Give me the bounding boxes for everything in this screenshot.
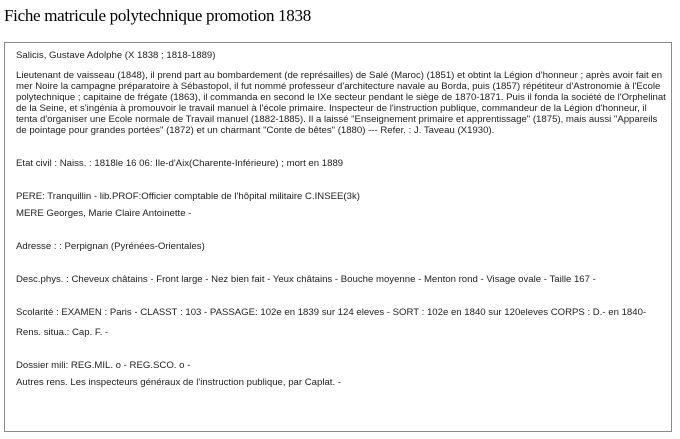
record-header: Salicis, Gustave Adolphe (X 1838 ; 1818-1889) <box>16 50 216 61</box>
autres-rens-line: Autres rens. Les inspecteurs généraux de l'instruction publique, par Caplat. - <box>16 377 342 388</box>
adresse-line: Adresse : : Perpignan (Pyrénées-Orientales) <box>16 241 205 252</box>
desc-phys-line: Desc.phys. : Cheveux châtains - Front large - Nez bien fait - Yeux châtains - Bouche moyenne - Menton rond - Visage ovale - Taille 167 - <box>16 274 596 285</box>
record-biography: Lieutenant de vaisseau (1848), il prend part au bombardement (de représailles) de Salé (Maroc) (1851) et obtint la Légion d'honneur ; après avoir fait en mer Noire la campagne préparatoire à Sébastopol, il fut nommé professeur d'architecture navale au Borda, puis (1857) répétiteur d'Astronomie à l'Ecole polytechnique ; capitaine de frégate (1863), il commanda en second le IXe secteur pendant le siège de 1870-1871. Puis il fonda la société de l'Orphelinat de la Seine, et s'ingénia à promouvoir le travail manuel à l'école primaire. Inspecteur de l'instruction publique, commandeur de la Légion d'honneur, il tenta d'organiser une Ecole normale de Travail manuel (1882-1885). Il a laissé "Enseignement primaire et apprentissage" (1875), mais aussi "Appareils de pointage pour grandes portées" (1872) et un charmant "Conte de bêtes" (1880) --- Refer. : J. Taveau (X1930). <box>16 70 666 136</box>
dossier-mili-line: Dossier mili: REG.MIL. o - REG.SCO. o - <box>16 360 191 371</box>
spacer <box>16 318 668 327</box>
spacer <box>16 169 668 191</box>
scolarite-line: Scolarité : EXAMEN : Paris - CLASST : 103 - PASSAGE: 102e en 1839 sur 124 eleves - SORT : 102e en 1840 sur 120eleves CORPS : D.- en 1840- <box>16 307 647 318</box>
spacer <box>16 136 668 158</box>
mere-line: MERE Georges, Marie Claire Antoinette - <box>16 208 192 219</box>
spacer <box>16 285 668 307</box>
record-card <box>4 42 672 432</box>
rens-situa-line: Rens. situa.: Cap. F. - <box>16 327 109 338</box>
etat-civil: Etat civil : Naiss. : 1818le 16 06: Ile-d'Aix(Charente-Inférieure) ; mort en 1889 <box>16 158 344 169</box>
page-title: Fiche matricule polytechnique promotion 1838 <box>4 6 311 25</box>
spacer <box>16 338 668 360</box>
spacer <box>16 61 668 70</box>
pere-line: PERE: Tranquillin - lib.PROF:Officier comptable de l'hôpital militaire C.INSEE(3k) <box>16 191 360 202</box>
spacer <box>16 219 668 241</box>
spacer <box>16 252 668 274</box>
record-content <box>16 50 668 388</box>
